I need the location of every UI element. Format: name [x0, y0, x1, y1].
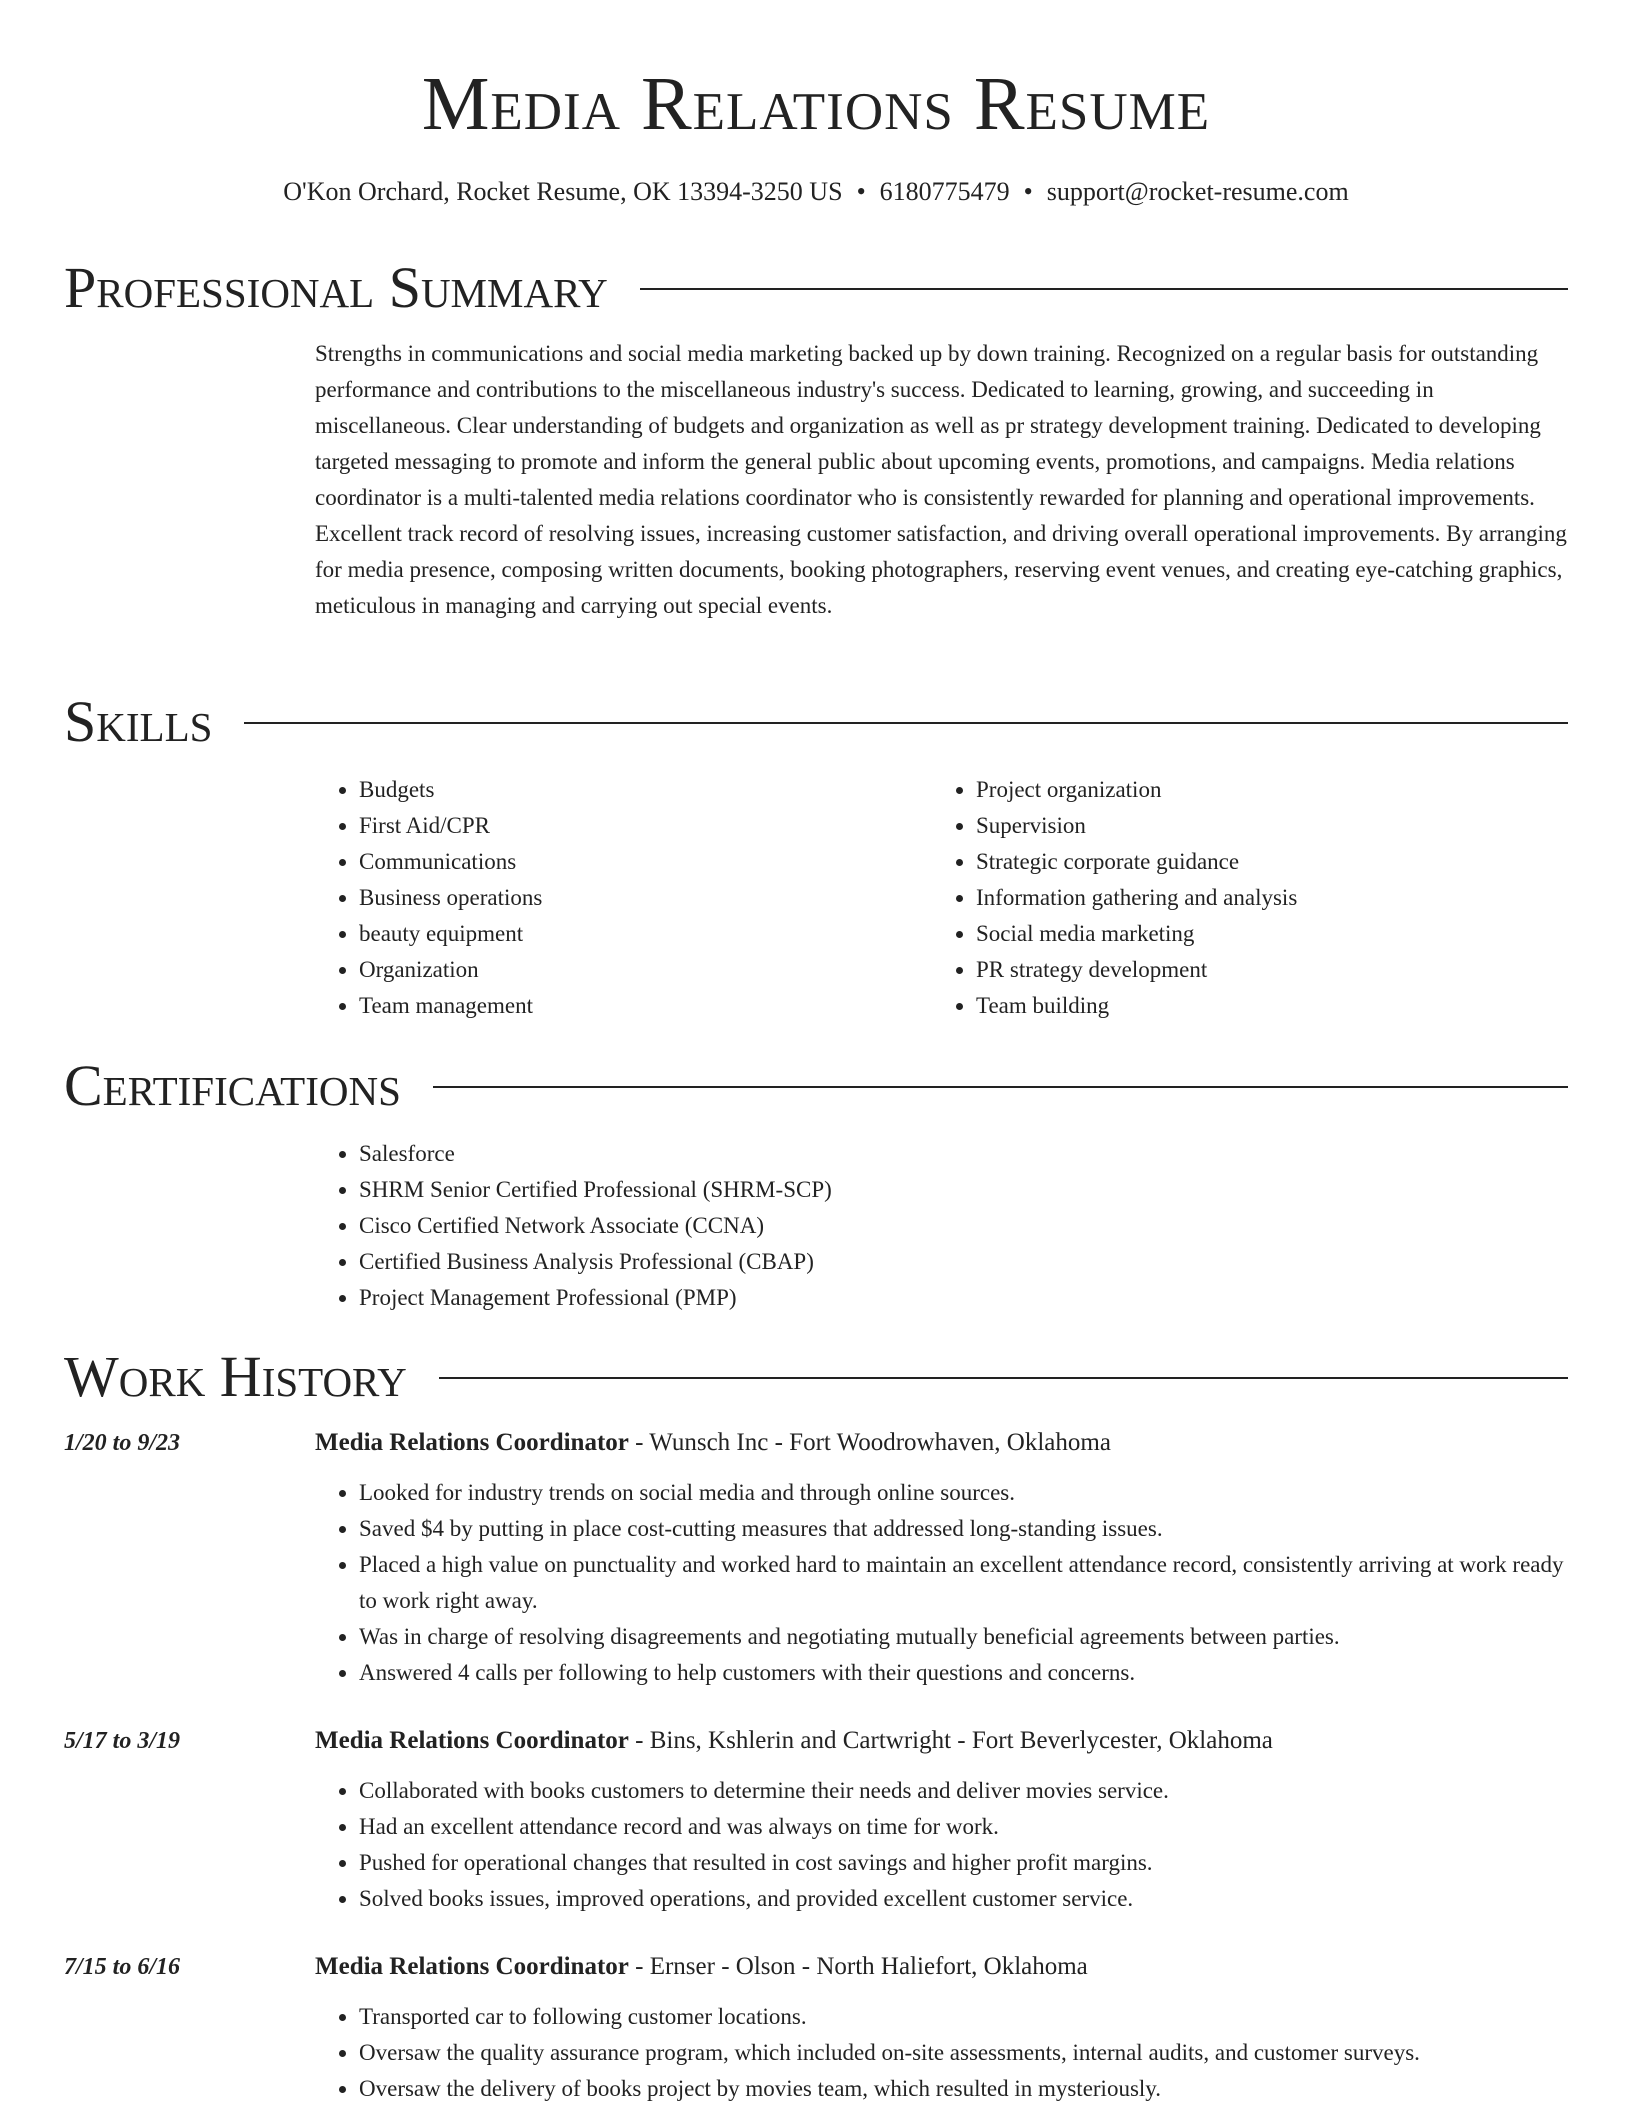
skill-item: • Information gathering and analysis — [976, 880, 1549, 916]
contact-separator: • — [856, 177, 866, 206]
job-bullet: • Had an excellent attendance record and was always on time for work. — [359, 1809, 1568, 1845]
job-role: Media Relations Coordinator — [315, 1429, 629, 1456]
section-divider — [244, 722, 1568, 724]
job-company-location: - Ernser - Olson - North Haliefort, Oklahoma — [628, 1953, 1088, 1980]
job-company-location: - Bins, Kshlerin and Cartwright - Fort Beverlycester, Oklahoma — [628, 1727, 1273, 1754]
skills-list-left — [315, 772, 932, 1024]
job-bullet: • Collaborated with books customers to determine their needs and deliver movies service. — [359, 1773, 1568, 1809]
certification-item: • Cisco Certified Network Associate (CCNA) — [359, 1208, 1568, 1244]
skills-heading-row — [64, 686, 1568, 758]
certifications-body — [315, 1136, 1568, 1316]
job-bullets — [315, 1773, 1568, 1917]
contact-separator: • — [1023, 177, 1033, 206]
summary-heading-row — [64, 252, 1568, 324]
job-entry — [64, 1723, 1568, 1917]
contact-phone: 6180775479 — [879, 177, 1010, 206]
job-dates: 7/15 to 6/16 — [64, 1954, 181, 1980]
certification-item: • Project Management Professional (PMP) — [359, 1280, 1568, 1316]
work-history-heading-row — [64, 1341, 1568, 1413]
job-bullets — [315, 1475, 1568, 1691]
resume-title: Media Relations Resume — [421, 62, 1211, 146]
job-bullet: • Saved $4 by putting in place cost-cutting measures that addressed long-standing issues. — [359, 1511, 1568, 1547]
section-divider — [433, 1086, 1568, 1088]
skill-item: • Communications — [359, 844, 932, 880]
skill-item: • Project organization — [976, 772, 1549, 808]
skill-item: • Social media marketing — [976, 916, 1549, 952]
contact-email: support@rocket-resume.com — [1046, 177, 1349, 206]
certifications-section — [64, 1050, 1568, 1316]
skills-heading: Skills — [64, 689, 213, 754]
job-role: Media Relations Coordinator — [315, 1953, 629, 1980]
certifications-heading-row — [64, 1050, 1568, 1122]
skill-item: • PR strategy development — [976, 952, 1549, 988]
skill-item: • Strategic corporate guidance — [976, 844, 1549, 880]
summary-heading: Professional Summary — [64, 255, 608, 320]
summary-text: Strengths in communications and social media marketing backed up by down training. Recognized on a regular basis for outstanding performance and contributions to the miscellaneous industry's success. Dedicated to learning, growing, and succeeding in miscellaneous. Clear understanding of budgets and organization as well as pr strategy development training. Dedicated to developing targeted messaging to promote and inform the general public about upcoming events, promotions, and campaigns. Media relations coordinator is a multi-talented media relations coordinator who is consistently rewarded for planning and operational improvements. Excellent track record of resolving issues, increasing customer satisfaction, and driving overall operational improvements. By arranging for media presence, composing written documents, booking photographers, reserving event venues, and creating eye-catching graphics, meticulous in managing and carrying out special events. — [315, 341, 1567, 618]
job-role: Media Relations Coordinator — [315, 1727, 629, 1754]
job-title-line — [315, 1949, 1568, 1985]
job-dates: 1/20 to 9/23 — [64, 1430, 181, 1456]
skills-columns — [315, 772, 1568, 1024]
skill-item: • Team building — [976, 988, 1549, 1024]
contact-line — [0, 174, 1632, 210]
certification-item: • Certified Business Analysis Professional (CBAP) — [359, 1244, 1568, 1280]
certification-item: • SHRM Senior Certified Professional (SHRM-SCP) — [359, 1172, 1568, 1208]
work-history-section — [64, 1341, 1568, 2107]
skill-item: • Organization — [359, 952, 932, 988]
job-dates: 5/17 to 3/19 — [64, 1728, 181, 1754]
job-bullet: • Transported car to following customer locations. — [359, 1999, 1568, 2035]
job-bullet: • Oversaw the delivery of books project by movies team, which resulted in mysteriously. — [359, 2071, 1568, 2107]
certifications-heading: Certifications — [64, 1053, 401, 1118]
skill-item: • Business operations — [359, 880, 932, 916]
skill-item: • Budgets — [359, 772, 932, 808]
work-history-heading: Work History — [64, 1344, 407, 1409]
skill-item: • beauty equipment — [359, 916, 932, 952]
skill-item: • Team management — [359, 988, 932, 1024]
job-bullet: • Answered 4 calls per following to help customers with their questions and concerns. — [359, 1655, 1568, 1691]
skills-list-right — [932, 772, 1549, 1024]
job-bullet: • Was in charge of resolving disagreements and negotiating mutually beneficial agreements between parties. — [359, 1619, 1568, 1655]
certification-item: • Salesforce — [359, 1136, 1568, 1172]
job-title-line — [315, 1723, 1568, 1759]
job-title-line — [315, 1425, 1568, 1461]
skills-section — [64, 686, 1568, 1024]
section-divider — [640, 288, 1568, 290]
job-bullet: • Solved books issues, improved operations, and provided excellent customer service. — [359, 1881, 1568, 1917]
job-bullet: • Oversaw the quality assurance program, which included on-site assessments, internal audits, and customer surveys. — [359, 2035, 1568, 2071]
job-bullets — [315, 1999, 1568, 2107]
job-bullet: • Placed a high value on punctuality and worked hard to maintain an excellent attendance record, consistently arriving at work ready to work right away. — [359, 1547, 1568, 1619]
skill-item: • Supervision — [976, 808, 1549, 844]
skill-item: • First Aid/CPR — [359, 808, 932, 844]
job-company-location: - Wunsch Inc - Fort Woodrowhaven, Oklahoma — [628, 1429, 1111, 1456]
job-bullet: • Pushed for operational changes that resulted in cost savings and higher profit margins. — [359, 1845, 1568, 1881]
job-bullet: • Looked for industry trends on social media and through online sources. — [359, 1475, 1568, 1511]
summary-section — [64, 252, 1568, 624]
job-entry — [64, 1949, 1568, 2107]
contact-address: O'Kon Orchard, Rocket Resume, OK 13394-3250 US — [283, 177, 843, 206]
section-divider — [439, 1377, 1568, 1379]
job-entry — [64, 1425, 1568, 1691]
certifications-list — [315, 1136, 1568, 1316]
